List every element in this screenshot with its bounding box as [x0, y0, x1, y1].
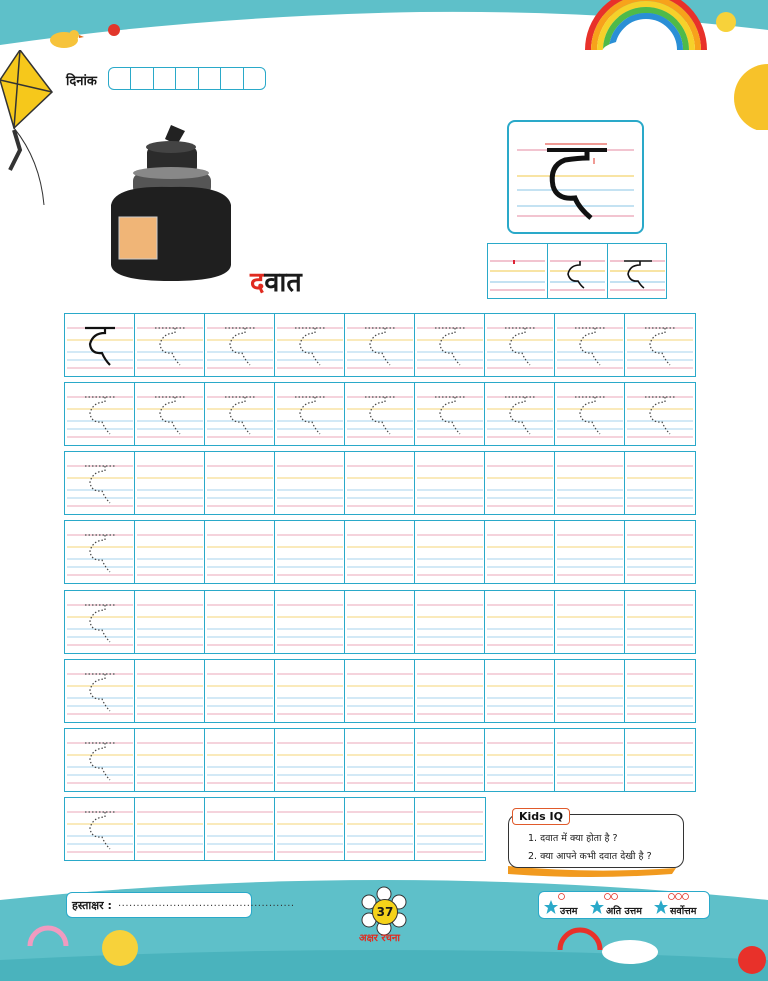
practice-cell[interactable]: [275, 591, 345, 653]
practice-cell[interactable]: [415, 660, 485, 722]
practice-cell[interactable]: [555, 383, 625, 445]
practice-cell[interactable]: [275, 729, 345, 791]
bird-icon: [44, 26, 84, 52]
practice-cell[interactable]: [205, 452, 275, 514]
word-label: [250, 262, 302, 299]
guide-lines: [485, 660, 554, 722]
date-box[interactable]: [109, 68, 131, 89]
guide-lines: [135, 729, 204, 791]
practice-cell[interactable]: [65, 521, 135, 583]
guide-lines: [205, 660, 274, 722]
kite-icon: [0, 50, 60, 210]
practice-cell[interactable]: [485, 591, 555, 653]
practice-cell[interactable]: [205, 729, 275, 791]
guide-lines: [625, 660, 695, 722]
practice-cell[interactable]: [135, 314, 205, 376]
practice-cell[interactable]: [625, 521, 695, 583]
practice-cell[interactable]: [275, 383, 345, 445]
practice-cell[interactable]: [625, 452, 695, 514]
date-box[interactable]: [131, 68, 153, 89]
practice-cell[interactable]: [135, 521, 205, 583]
signature-line[interactable]: ................................................: [118, 898, 295, 909]
guide-lines: [345, 521, 414, 583]
guide-lines: [555, 660, 624, 722]
practice-cell[interactable]: [625, 383, 695, 445]
smiley-icon: [604, 893, 611, 900]
practice-cell[interactable]: [415, 314, 485, 376]
guide-lines: [205, 521, 274, 583]
guide-lines: [625, 452, 695, 514]
star-icon[interactable]: [590, 900, 604, 914]
guide-lines: [345, 383, 414, 445]
guide-lines: [275, 521, 344, 583]
practice-cell[interactable]: [345, 729, 415, 791]
practice-row: [64, 590, 696, 654]
practice-cell[interactable]: [135, 660, 205, 722]
guide-lines: [555, 591, 624, 653]
guide-lines: [485, 452, 554, 514]
rainbow-icon: [560, 0, 768, 130]
practice-cell[interactable]: [275, 314, 345, 376]
guide-lines: [65, 591, 134, 653]
guide-lines: [415, 591, 484, 653]
guide-lines: [205, 798, 274, 860]
practice-cell[interactable]: [555, 452, 625, 514]
practice-cell[interactable]: [65, 383, 135, 445]
practice-cell[interactable]: [205, 798, 275, 860]
date-box[interactable]: [154, 68, 176, 89]
guide-lines: [555, 452, 624, 514]
guide-lines: [275, 452, 344, 514]
practice-cell[interactable]: [65, 591, 135, 653]
stroke-step-3: [608, 244, 667, 298]
practice-cell[interactable]: [625, 729, 695, 791]
practice-row: [64, 520, 696, 584]
practice-cell[interactable]: [135, 383, 205, 445]
date-box[interactable]: [244, 68, 265, 89]
practice-row: [64, 313, 696, 377]
practice-cell[interactable]: [625, 314, 695, 376]
date-box[interactable]: [221, 68, 243, 89]
guide-lines: [415, 660, 484, 722]
stroke-step-1: [488, 244, 548, 298]
guide-lines: [135, 452, 204, 514]
guide-lines: [485, 591, 554, 653]
guide-lines: [65, 452, 134, 514]
practice-cell[interactable]: [205, 660, 275, 722]
practice-cell[interactable]: [65, 452, 135, 514]
practice-cell[interactable]: [345, 798, 415, 860]
practice-cell[interactable]: [485, 660, 555, 722]
practice-cell[interactable]: [415, 521, 485, 583]
guide-lines: [65, 314, 134, 376]
practice-cell[interactable]: [205, 314, 275, 376]
stroke-step-2: [548, 244, 608, 298]
smiley-icon: [682, 893, 689, 900]
date-input-boxes[interactable]: [108, 67, 266, 90]
practice-cell[interactable]: [65, 729, 135, 791]
practice-cell[interactable]: [345, 452, 415, 514]
guide-lines: [625, 729, 695, 791]
guide-lines: [415, 314, 484, 376]
practice-cell[interactable]: [415, 591, 485, 653]
star-icon[interactable]: [654, 900, 668, 914]
guide-lines: [135, 591, 204, 653]
practice-cell[interactable]: [555, 660, 625, 722]
practice-cell[interactable]: [555, 591, 625, 653]
practice-row: [64, 451, 696, 515]
guide-lines: [625, 591, 695, 653]
guide-lines: [135, 314, 204, 376]
inkpot-illustration: [105, 125, 237, 285]
guide-lines: [65, 729, 134, 791]
signature-label: हस्ताक्षर :: [72, 899, 112, 912]
guide-lines: [275, 660, 344, 722]
guide-lines: [555, 383, 624, 445]
practice-cell[interactable]: [345, 521, 415, 583]
practice-cell[interactable]: [65, 798, 135, 860]
practice-cell[interactable]: [415, 798, 485, 860]
practice-cell[interactable]: [555, 521, 625, 583]
kids-iq-tag: Kids IQ: [512, 808, 570, 825]
guide-lines: [345, 729, 414, 791]
guide-lines: [625, 314, 695, 376]
practice-cell[interactable]: [205, 383, 275, 445]
guide-lines: [415, 798, 485, 860]
practice-cell[interactable]: [205, 521, 275, 583]
practice-cell[interactable]: [415, 383, 485, 445]
guide-lines: [205, 383, 274, 445]
practice-cell[interactable]: [135, 798, 205, 860]
guide-lines: [65, 660, 134, 722]
practice-cell[interactable]: [485, 521, 555, 583]
guide-lines: [485, 729, 554, 791]
rating-label: उत्तम: [560, 906, 578, 917]
page-number: 37: [372, 899, 398, 925]
practice-cell[interactable]: [345, 660, 415, 722]
guide-lines: [135, 660, 204, 722]
practice-row: [64, 659, 696, 723]
practice-cell[interactable]: [485, 314, 555, 376]
guide-lines: [135, 383, 204, 445]
practice-cell[interactable]: [275, 798, 345, 860]
practice-cell[interactable]: [485, 729, 555, 791]
practice-cell[interactable]: [135, 591, 205, 653]
practice-cell[interactable]: [345, 383, 415, 445]
date-box[interactable]: [199, 68, 221, 89]
star-icon[interactable]: [544, 900, 558, 914]
guide-lines: [345, 660, 414, 722]
guide-lines: [625, 521, 695, 583]
practice-cell[interactable]: [485, 383, 555, 445]
letter-guide-drawing: [509, 122, 642, 232]
practice-cell[interactable]: [345, 591, 415, 653]
guide-lines: [275, 798, 344, 860]
practice-cell[interactable]: [65, 660, 135, 722]
practice-cell[interactable]: [485, 452, 555, 514]
guide-lines: [135, 521, 204, 583]
guide-lines: [65, 521, 134, 583]
guide-lines: [345, 798, 414, 860]
practice-cell[interactable]: [555, 729, 625, 791]
guide-lines: [555, 521, 624, 583]
practice-cell[interactable]: [205, 591, 275, 653]
guide-lines: [485, 314, 554, 376]
guide-lines: [205, 314, 274, 376]
smiley-icon: [668, 893, 675, 900]
kids-iq-question-1: 1. दवात में क्या होता है ?: [528, 833, 618, 844]
guide-lines: [275, 383, 344, 445]
practice-cell[interactable]: [135, 452, 205, 514]
practice-cell[interactable]: [135, 729, 205, 791]
guide-lines: [345, 314, 414, 376]
practice-cell[interactable]: [275, 521, 345, 583]
practice-cell[interactable]: [555, 314, 625, 376]
guide-lines: [625, 383, 695, 445]
practice-cell[interactable]: [625, 591, 695, 653]
guide-lines: [555, 729, 624, 791]
rating-label: अति उत्तम: [606, 906, 642, 917]
guide-lines: [205, 452, 274, 514]
guide-lines: [65, 798, 134, 860]
practice-row: [64, 728, 696, 792]
guide-lines: [275, 729, 344, 791]
practice-cell[interactable]: [415, 729, 485, 791]
smiley-icon: [558, 893, 565, 900]
stroke-order-strip: [487, 243, 667, 299]
guide-lines: [485, 521, 554, 583]
practice-cell[interactable]: [65, 314, 135, 376]
smiley-icon: [675, 893, 682, 900]
practice-row: [64, 797, 486, 861]
practice-cell[interactable]: [275, 660, 345, 722]
date-label: दिनांक: [66, 74, 97, 89]
guide-lines: [205, 729, 274, 791]
guide-lines: [415, 521, 484, 583]
guide-lines: [345, 452, 414, 514]
guide-lines: [415, 383, 484, 445]
guide-lines: [415, 452, 484, 514]
guide-lines: [135, 798, 204, 860]
guide-lines: [345, 591, 414, 653]
footer-title: अक्षर रचना: [359, 933, 400, 944]
guide-lines: [65, 383, 134, 445]
guide-lines: [275, 314, 344, 376]
kids-iq-question-2: 2. क्या आपने कभी दवात देखी है ?: [528, 851, 652, 862]
guide-lines: [205, 591, 274, 653]
practice-cell[interactable]: [275, 452, 345, 514]
guide-lines: [275, 591, 344, 653]
word-first-letter: द: [250, 267, 265, 298]
practice-cell[interactable]: [415, 452, 485, 514]
practice-row: [64, 382, 696, 446]
guide-lines: [555, 314, 624, 376]
rating-label: सर्वोत्तम: [670, 906, 697, 917]
guide-lines: [415, 729, 484, 791]
practice-cell[interactable]: [625, 660, 695, 722]
word-rest: वात: [264, 267, 302, 298]
date-box[interactable]: [176, 68, 198, 89]
practice-cell[interactable]: [345, 314, 415, 376]
guide-lines: [485, 383, 554, 445]
smiley-icon: [611, 893, 618, 900]
letter-guide-card: [507, 120, 644, 234]
